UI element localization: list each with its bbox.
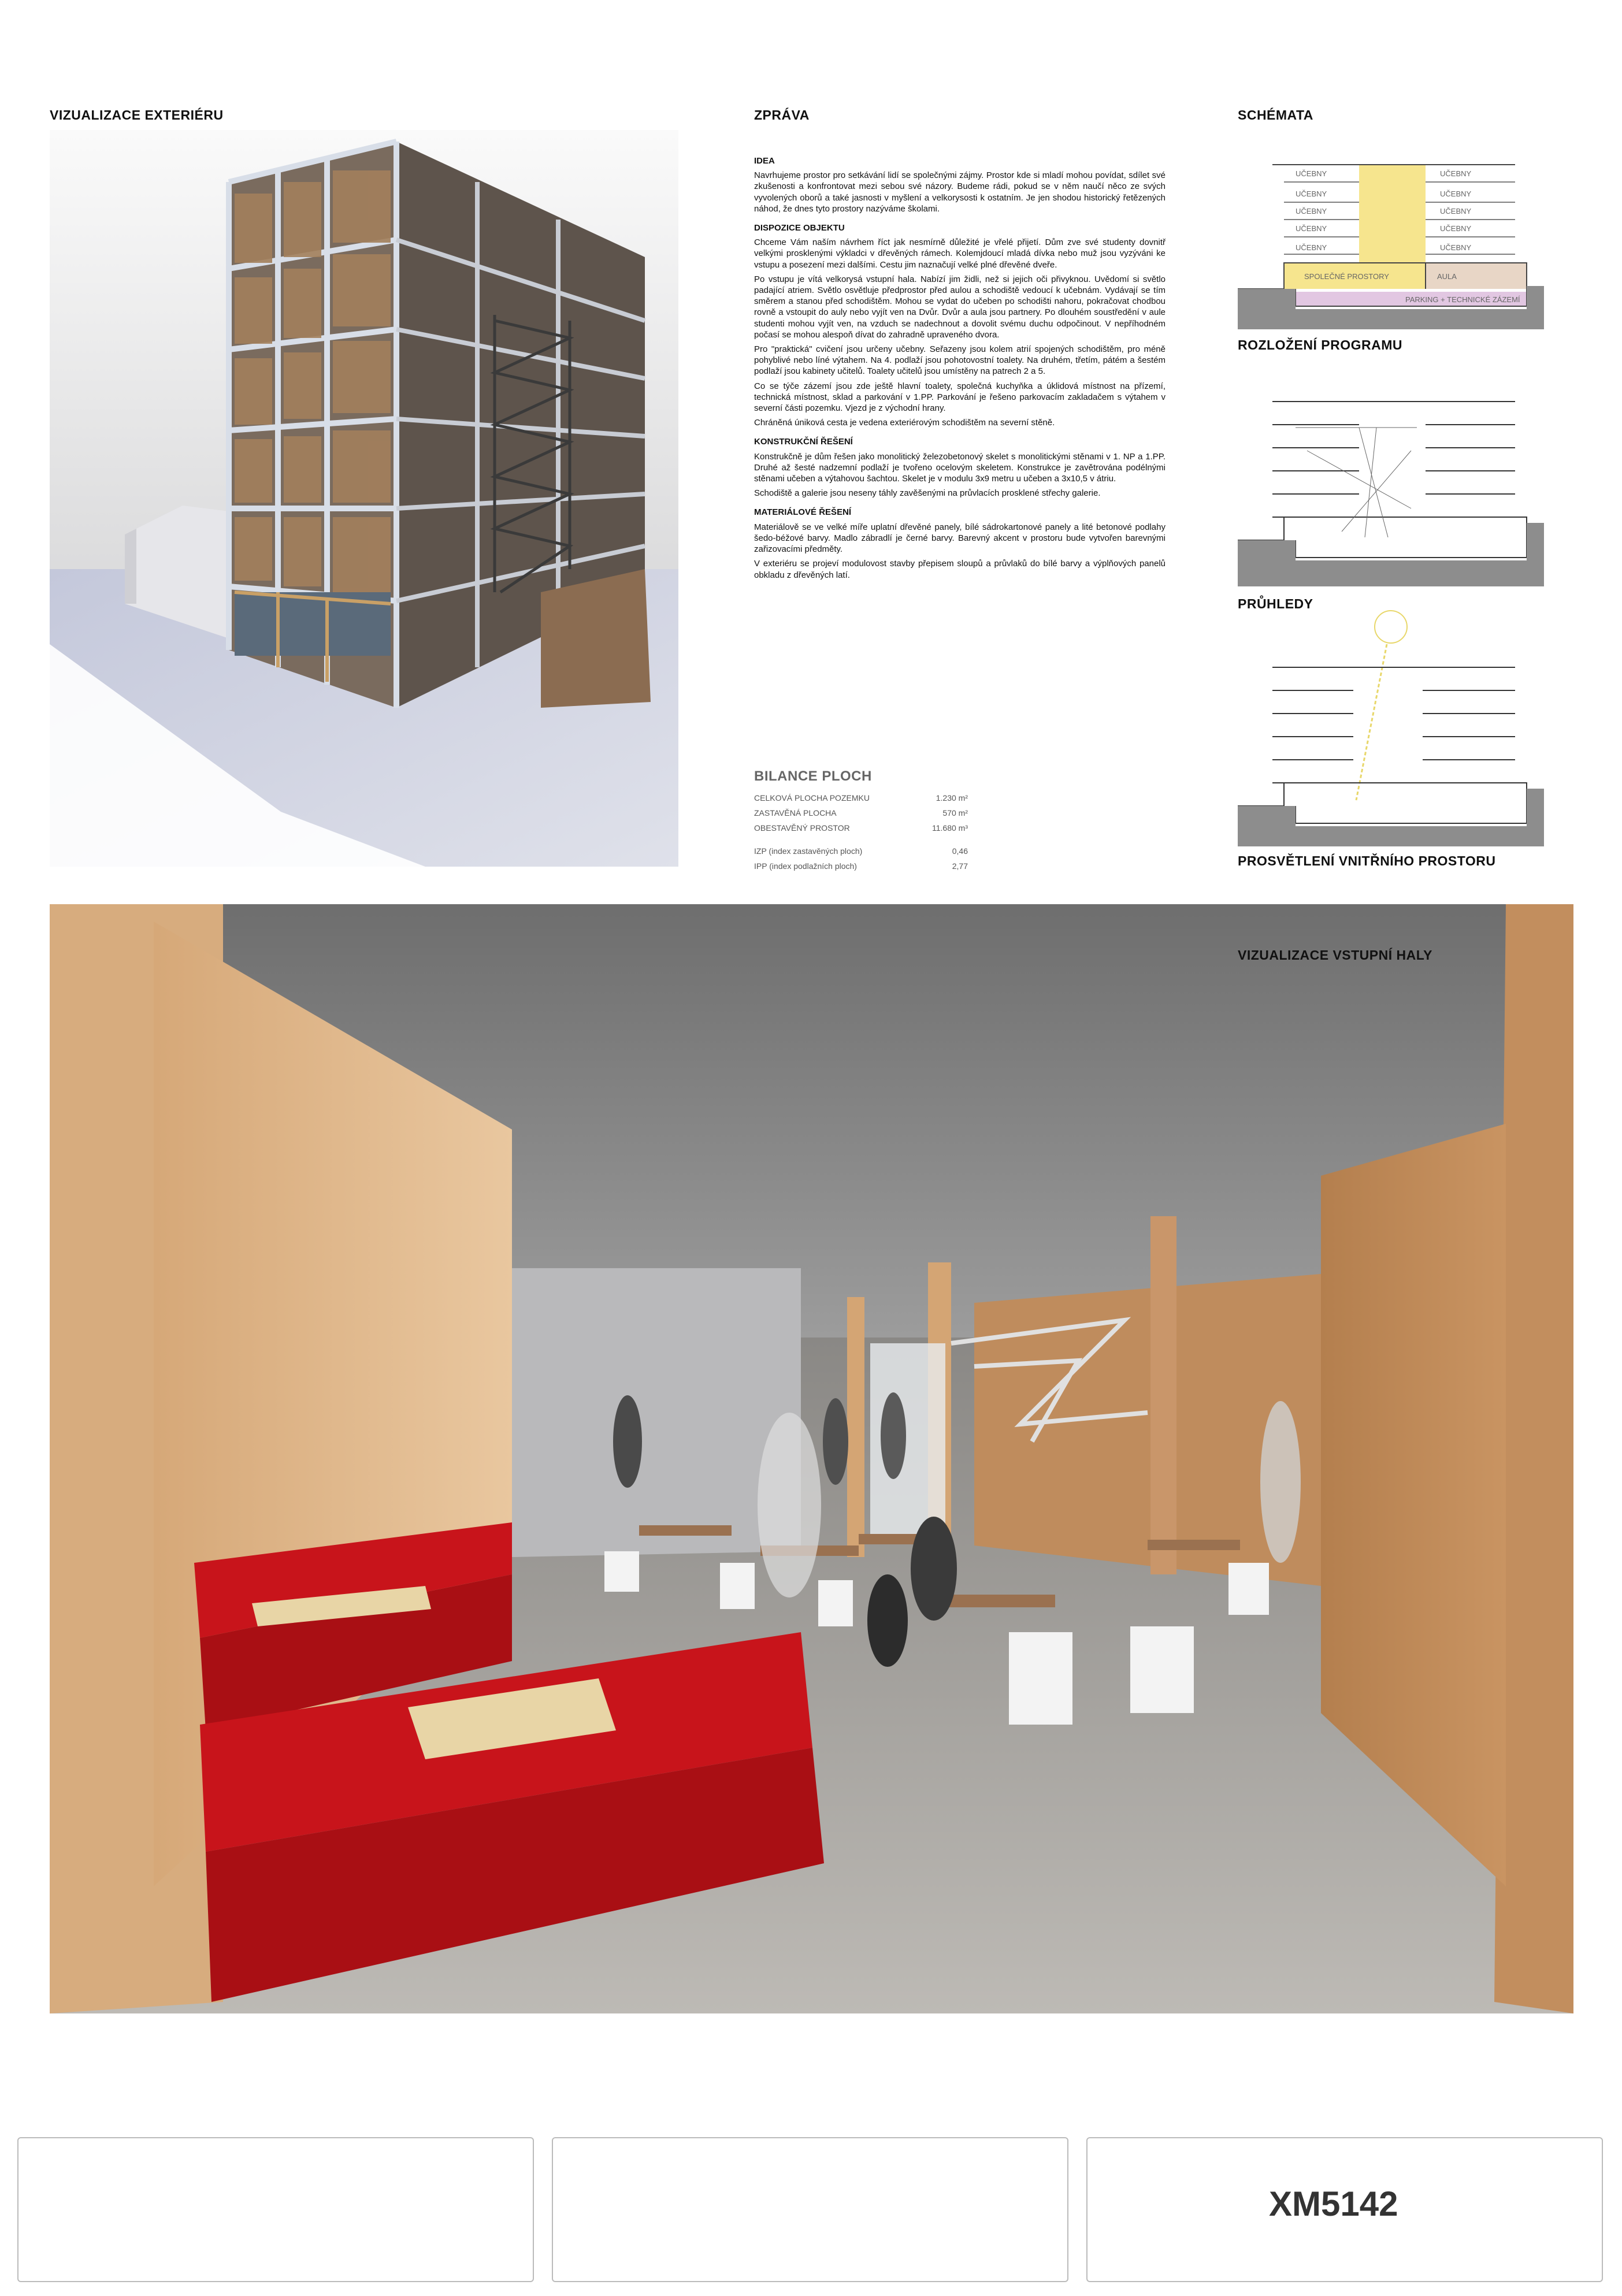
project-code: XM5142 <box>1269 2184 1398 2223</box>
disposition-title: DISPOZICE OBJEKTU <box>754 223 845 233</box>
common-spaces-label: SPOLEČNÉ PROSTORY <box>1304 272 1389 281</box>
footer-box-1 <box>17 2137 534 2282</box>
material-paragraph-1: Materiálově se ve velké míře uplatní dřevěné panely, bílé sádrokartonové panely a lité betonové podlahy šedo-béžové barvy. Madlo zábradlí je černé barvy. Barevný akcent v prostoru bude vytvořen barevnými zařizovacími předměty. <box>754 522 1166 555</box>
program-heading: ROZLOŽENÍ PROGRAMU <box>1238 337 1402 352</box>
schemes-heading: SCHÉMATA <box>1238 107 1313 122</box>
table-row: IZP (index zastavěných ploch) 0,46 <box>754 846 968 856</box>
disposition-paragraph-3: Pro "praktická" cvičení jsou určeny učebny. Seřazeny jsou kolem atrií spojených schodištěm, pro méně pohyblivé nebo líné výtahem. Na 4. podlaží jsou pohotovostní toalety. Na druhém, třetím, pátém a šestém podlaží jsou kabinety učitelů. Toalety učitelů jsou umístěny na patrech 2 a 5. <box>754 344 1166 377</box>
sun-icon <box>1375 611 1407 643</box>
svg-text:UČEBNY: UČEBNY <box>1440 190 1472 198</box>
views-section-diagram <box>1238 393 1544 586</box>
disposition-paragraph-2: Po vstupu je vítá velkorysá vstupní hala. Nabízí jim židli, než si jejich oči přivyknou. Uvědomí si světlo padající atriem. Světlo osvětluje předprostor před aulou a schodiště vedoucí k učebnám. Vydávají se tím směrem a stanou před schodištěm. Mohou se vydat do učeben po schodišti nahoru, pokračovat chodbou rovně a vstoupit do auly nebo vyjít ven na Dvůr. Dvůr a aula jsou partnery. Po dlouhém soustředění v aule studenti mohou vyjít ven, na vzduch se nadechnout a dovolit svému duchu odpočinout. V nepříhodném počasí se mohou alespoň dívat do zahradně upraveného dvora. <box>754 274 1166 340</box>
exterior-visualization-image <box>50 130 678 867</box>
svg-text:UČEBNY: UČEBNY <box>1296 207 1327 216</box>
parking-label: PARKING + TECHNICKÉ ZÁZEMÍ <box>1405 295 1520 304</box>
report-heading: ZPRÁVA <box>754 107 810 122</box>
disposition-paragraph-5: Chráněná úniková cesta je vedena exteriérovým schodištěm na severní stěně. <box>754 418 1055 428</box>
material-paragraph-2: V exteriéru se projeví modulovost stavby přepisem sloupů a průvlaků do bílé barvy a výplňových panelů obkladu z dřevěných latí. <box>754 559 1166 580</box>
construction-paragraph-1: Konstrukčně je dům řešen jako monolitický železobetonový skelet s monolitickými stěnami v 1. NP a 1.PP. Druhé až šesté nadzemní podlaží je tvořeno ocelovým skeletem. Konstrukce je zavětrována podélnými stěnami učeben a výtahovou šachtou. Skelet je v modulu 3x9 metru u učeben a 3x10,5 v átriu. <box>754 451 1166 484</box>
material-title: MATERIÁLOVÉ ŘEŠENÍ <box>754 507 852 518</box>
construction-title: KONSTRUKČNÍ ŘEŠENÍ <box>754 437 853 447</box>
table-row: OBESTAVĚNÝ PROSTOR 11.680 m³ <box>754 823 968 833</box>
svg-text:UČEBNY: UČEBNY <box>1440 169 1472 178</box>
area-balance <box>754 768 997 874</box>
classroom-label: UČEBNY <box>1296 169 1327 178</box>
svg-text:UČEBNY: UČEBNY <box>1296 243 1327 252</box>
idea-text: Navrhujeme prostor pro setkávání lidí se společnými zájmy. Prostor kde si mladí mohou povídat, sdílet své zkušenosti a konfrontovat mezi sebou své názory. Budeme rádi, pokud se v něm naučí něco ze svých vyvolených oborů a také jasnosti v myšlení a velkorysosti k ostatním. Je jen shodou historický řetězených náhod, že dnes tyto prostory nazýváme školami. <box>754 170 1166 214</box>
views-heading: PRŮHLEDY <box>1238 596 1313 611</box>
svg-text:UČEBNY: UČEBNY <box>1440 243 1472 252</box>
disposition-paragraph-1: Chceme Vám naším návrhem říct jak nesmírně důležité je vřelé přijetí. Dům zve své studenty dovnitř velkými prosklenými výkladci v dřevěných rámech. Kolemjdoucí mladá dívka nebo muž jsou vyzýváni ke vstupu a posezení mezi dalšími. Cestu jim naznačují velké plné dřevěné dveře. <box>754 237 1166 270</box>
footer-box-2 <box>552 2137 1068 2282</box>
svg-text:UČEBNY: UČEBNY <box>1296 190 1327 198</box>
svg-text:UČEBNY: UČEBNY <box>1296 224 1327 233</box>
lighting-section-diagram <box>1238 604 1544 846</box>
hall-heading: VIZUALIZACE VSTUPNÍ HALY <box>1238 948 1433 963</box>
report-text <box>754 147 1166 584</box>
area-balance-title: BILANCE PLOCH <box>754 768 872 784</box>
program-section-diagram <box>1238 147 1544 329</box>
construction-paragraph-2: Schodiště a galerie jsou neseny táhly zavěšenými na průvlacích prosklené střechy galerie. <box>754 488 1101 499</box>
table-row: CELKOVÁ PLOCHA POZEMKU 1.230 m² <box>754 793 968 803</box>
idea-title: IDEA <box>754 156 775 166</box>
svg-text:UČEBNY: UČEBNY <box>1440 207 1472 216</box>
exterior-heading: VIZUALIZACE EXTERIÉRU <box>50 107 224 122</box>
lighting-heading: PROSVĚTLENÍ VNITŘNÍHO PROSTORU <box>1238 853 1496 868</box>
disposition-paragraph-4: Co se týče zázemí jsou zde ještě hlavní toalety, společná kuchyňka a úklidová místnost na přízemí, technická místnost, sklad a parkování v 1.PP. Parkování je řešeno parkovacím zakladačem s výtahem v severní části pozemku. Vjezd je z východní hrany. <box>754 381 1166 414</box>
table-row: ZASTAVĚNÁ PLOCHA 570 m² <box>754 808 968 818</box>
table-row: IPP (index podlažních ploch) 2,77 <box>754 861 968 871</box>
hall-visualization-image <box>50 904 1573 2013</box>
svg-text:UČEBNY: UČEBNY <box>1440 224 1472 233</box>
aula-label: AULA <box>1437 272 1457 281</box>
